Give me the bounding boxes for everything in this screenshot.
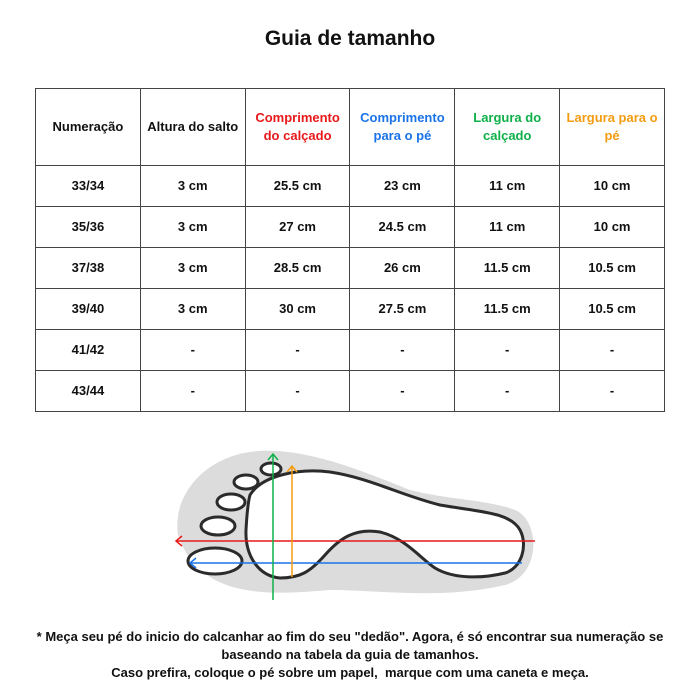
header-comprimento-pe: Comprimento para o pé: [350, 89, 455, 166]
table-cell: 11 cm: [455, 166, 560, 207]
header-comprimento-calcado: Comprimento do calçado: [245, 89, 350, 166]
toe-big-shape: [188, 548, 242, 574]
table-cell: 10.5 cm: [560, 248, 665, 289]
table-cell: 3 cm: [140, 289, 245, 330]
table-cell: 10 cm: [560, 207, 665, 248]
table-row: [36, 248, 665, 289]
table-cell: -: [350, 371, 455, 412]
table-cell: 26 cm: [350, 248, 455, 289]
toe-fourth-shape: [234, 475, 258, 489]
table-cell: -: [560, 371, 665, 412]
header-altura-salto: Altura do salto: [140, 89, 245, 166]
table-cell: 11 cm: [455, 207, 560, 248]
size-table: [35, 88, 665, 412]
table-cell: -: [140, 371, 245, 412]
table-cell: 37/38: [36, 248, 141, 289]
table-cell: 35/36: [36, 207, 141, 248]
toe-second-shape: [201, 517, 235, 535]
table-cell: 3 cm: [140, 166, 245, 207]
table-cell: -: [455, 371, 560, 412]
table-header-row: [36, 89, 665, 166]
header-largura-calcado: Largura do calçado: [455, 89, 560, 166]
header-largura-pe: Largura para o pé: [560, 89, 665, 166]
table-cell: -: [455, 330, 560, 371]
foot-measurement-illustration: [0, 440, 700, 610]
table-row: [36, 330, 665, 371]
table-cell: 27 cm: [245, 207, 350, 248]
table-cell: 3 cm: [140, 207, 245, 248]
table-cell: -: [140, 330, 245, 371]
table-cell: 25.5 cm: [245, 166, 350, 207]
table-cell: 43/44: [36, 371, 141, 412]
instructions-line-3: Caso prefira, coloque o pé sobre um papel, marque com uma caneta e meça.: [111, 665, 589, 680]
page-title: Guia de tamanho: [264, 27, 436, 50]
header-numeracao: Numeração: [36, 89, 141, 166]
table-cell: 30 cm: [245, 289, 350, 330]
table-cell: 33/34: [36, 166, 141, 207]
table-cell: -: [560, 330, 665, 371]
measurement-instructions: [20, 628, 680, 682]
table-row: [36, 371, 665, 412]
table-row: [36, 207, 665, 248]
table-cell: 10.5 cm: [560, 289, 665, 330]
table-cell: 41/42: [36, 330, 141, 371]
instructions-line-2: baseando na tabela da guia de tamanhos.: [221, 647, 479, 662]
table-cell: 3 cm: [140, 248, 245, 289]
table-cell: -: [245, 371, 350, 412]
table-cell: 11.5 cm: [455, 289, 560, 330]
table-row: [36, 166, 665, 207]
table-cell: 10 cm: [560, 166, 665, 207]
table-cell: 39/40: [36, 289, 141, 330]
table-cell: 23 cm: [350, 166, 455, 207]
table-cell: 24.5 cm: [350, 207, 455, 248]
table-cell: -: [245, 330, 350, 371]
table-row: [36, 289, 665, 330]
table-cell: 11.5 cm: [455, 248, 560, 289]
table-cell: 27.5 cm: [350, 289, 455, 330]
instructions-line-1: * Meça seu pé do inicio do calcanhar ao fim do seu "dedão". Agora, é só encontrar sua numeração se: [36, 629, 664, 644]
table-cell: 28.5 cm: [245, 248, 350, 289]
toe-little-shape: [261, 463, 281, 475]
toe-third-shape: [217, 494, 245, 510]
table-cell: -: [350, 330, 455, 371]
